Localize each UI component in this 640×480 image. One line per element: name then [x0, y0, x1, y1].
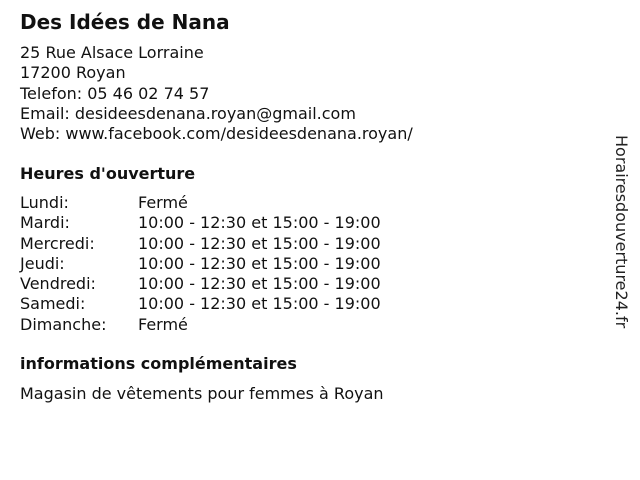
day-hours: 10:00 - 12:30 et 15:00 - 19:00	[138, 253, 381, 273]
hours-row-jeudi	[20, 254, 381, 274]
site-watermark: Horairesdouverture24.fr	[612, 135, 631, 329]
web-line: Web: www.facebook.com/desideesdenana.royan/	[20, 124, 413, 144]
day-hours: 10:00 - 12:30 et 15:00 - 19:00	[138, 213, 381, 233]
info-text: Magasin de vêtements pour femmes à Royan	[20, 384, 384, 403]
day-hours: Fermé	[138, 193, 188, 212]
hours-row-lundi	[20, 193, 381, 213]
address-street: 25 Rue Alsace Lorraine	[20, 43, 204, 62]
address-block	[20, 43, 413, 144]
hours-table	[20, 193, 381, 335]
day-label: Jeudi:	[20, 253, 65, 273]
day-label: Lundi:	[20, 193, 69, 212]
day-label: Mardi:	[20, 213, 70, 233]
day-hours: Fermé	[138, 314, 188, 334]
day-label: Dimanche:	[20, 314, 107, 334]
phone-line: Telefon: 05 46 02 74 57	[20, 83, 210, 103]
day-hours: 10:00 - 12:30 et 15:00 - 19:00	[138, 233, 381, 253]
day-label: Vendredi:	[20, 274, 96, 294]
day-hours: 10:00 - 12:30 et 15:00 - 19:00	[138, 274, 381, 294]
hours-heading: Heures d'ouverture	[20, 164, 196, 183]
hours-row-dimanche	[20, 315, 381, 335]
business-name: Des Idées de Nana	[20, 10, 230, 34]
day-label: Mercredi:	[20, 233, 95, 253]
address-city: 17200 Royan	[20, 63, 126, 83]
email-line: Email: desideesdenana.royan@gmail.com	[20, 103, 356, 123]
info-heading: informations complémentaires	[20, 354, 297, 373]
day-hours: 10:00 - 12:30 et 15:00 - 19:00	[138, 294, 381, 314]
hours-row-mardi	[20, 213, 381, 233]
day-label: Samedi:	[20, 294, 86, 314]
hours-row-samedi	[20, 294, 381, 314]
hours-row-mercredi	[20, 234, 381, 254]
hours-row-vendredi	[20, 274, 381, 294]
